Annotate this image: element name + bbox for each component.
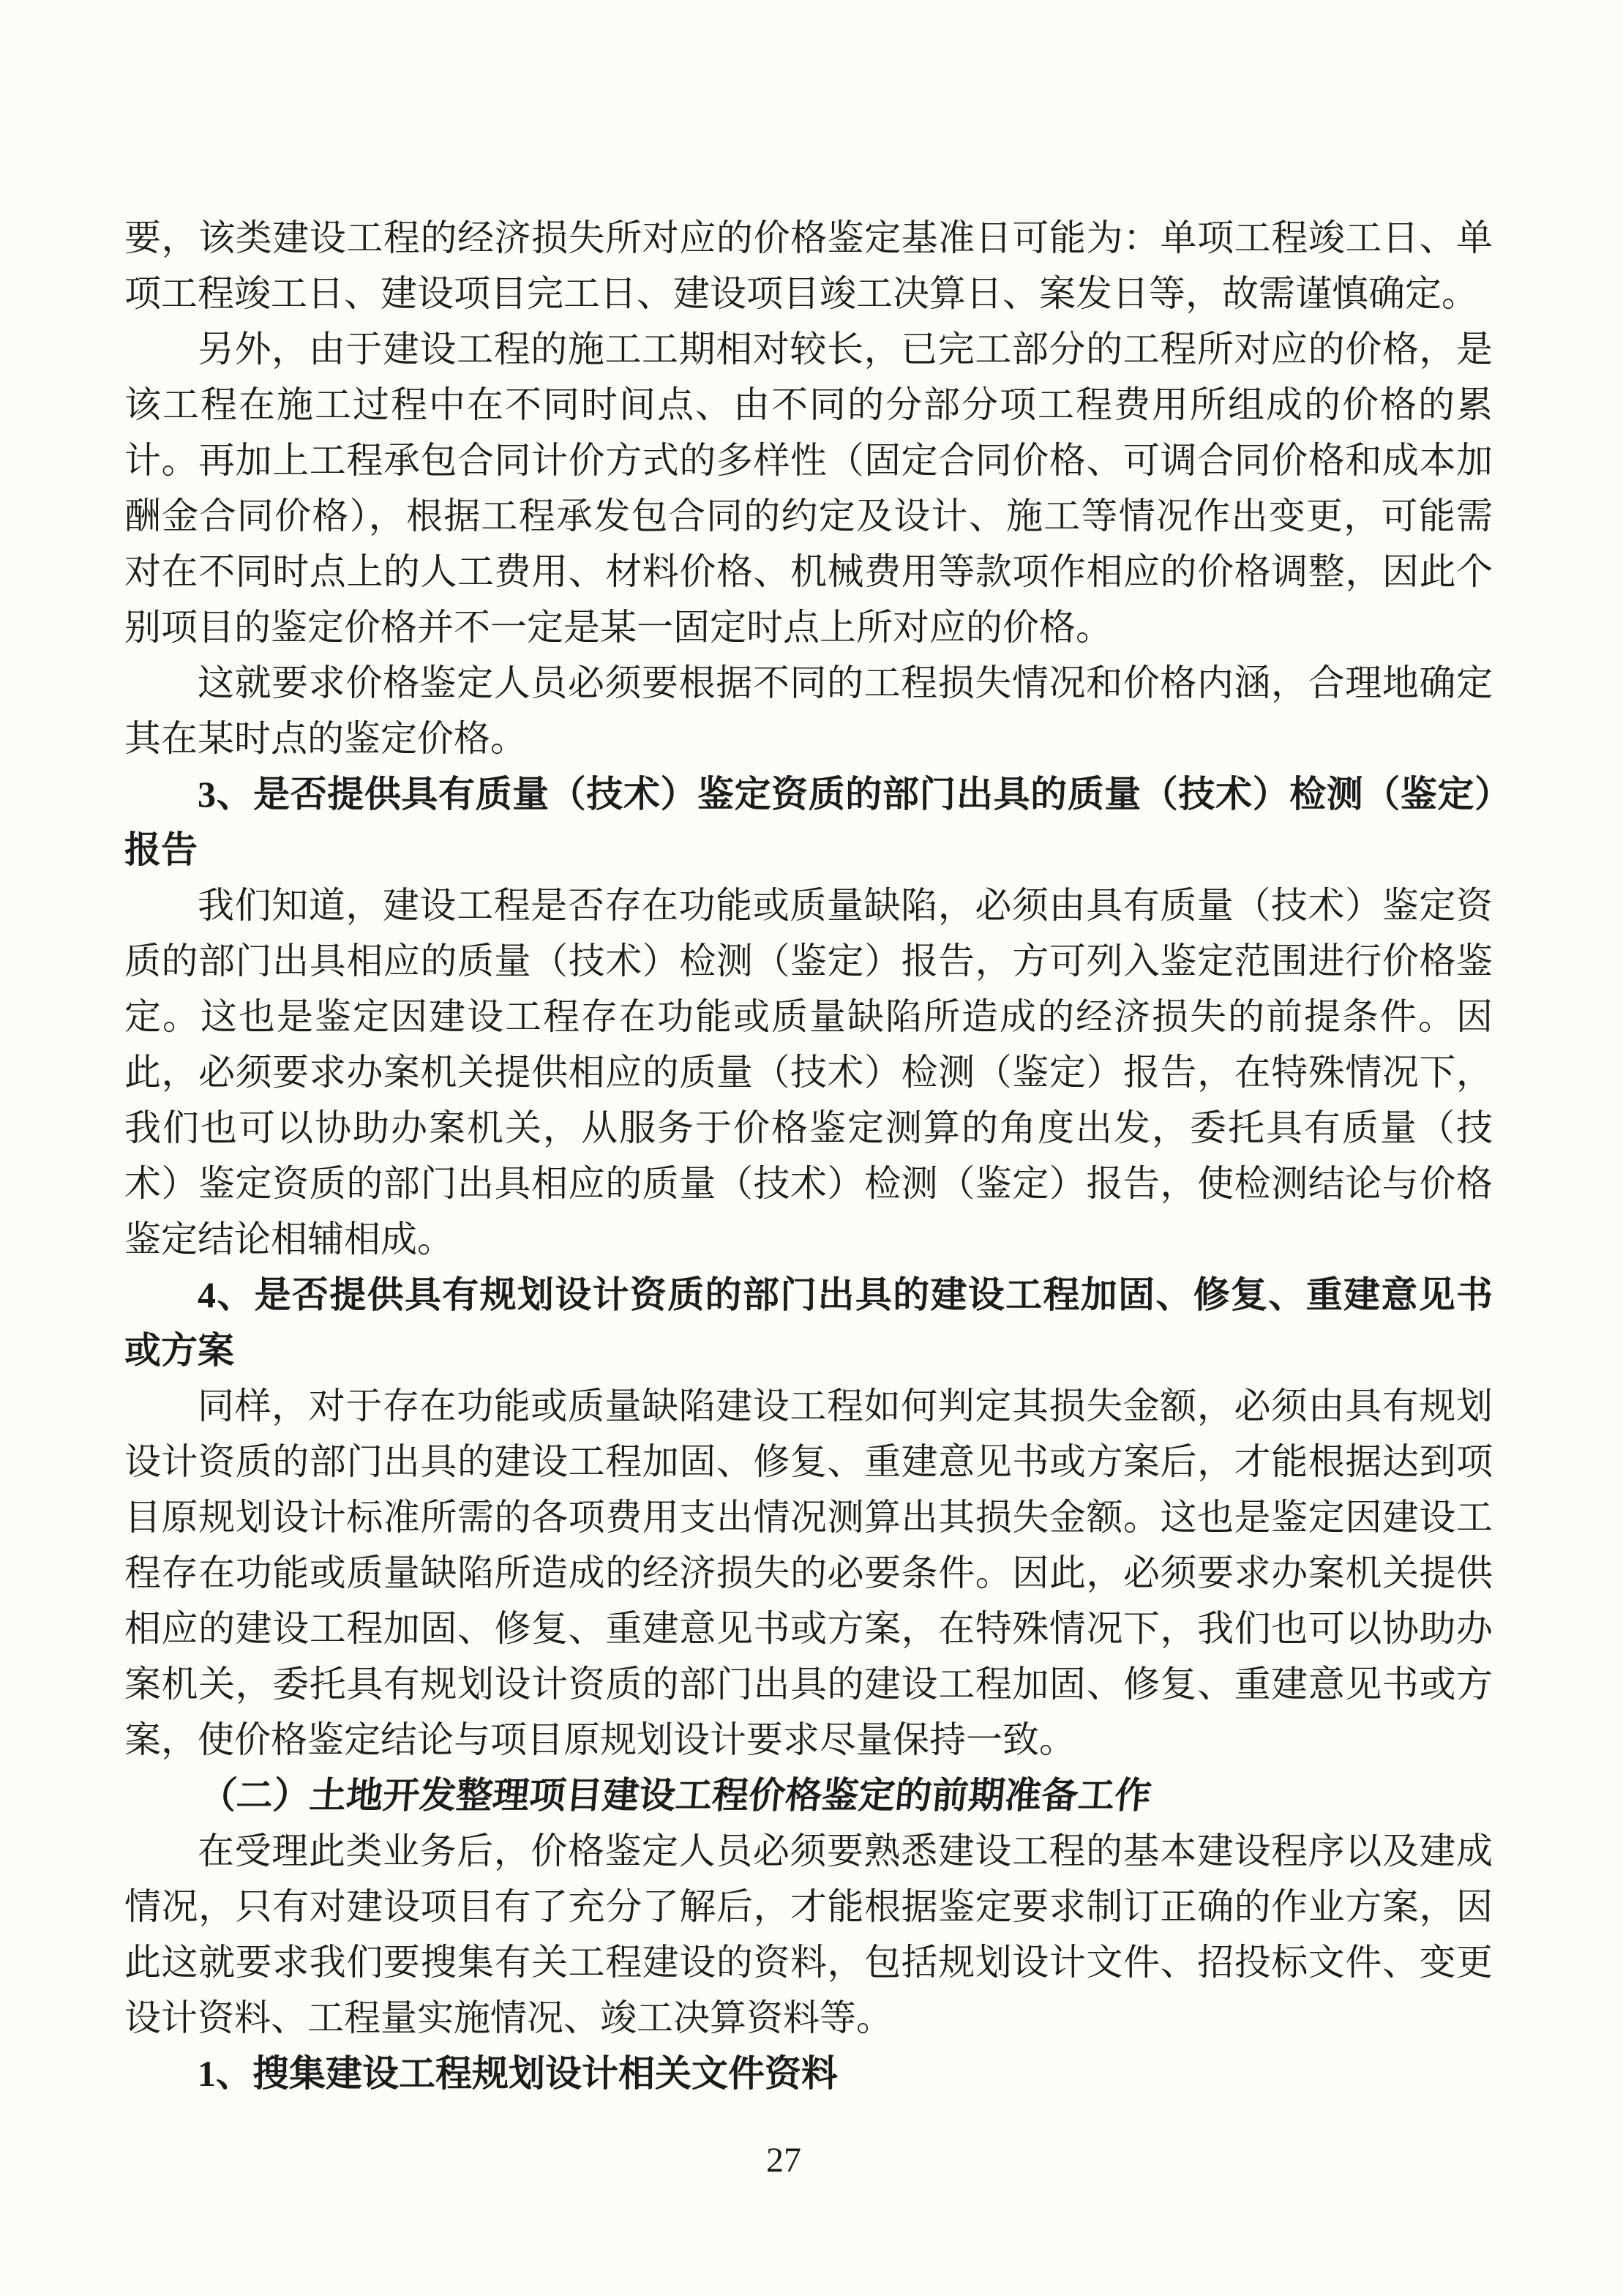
- section-heading-4: 4、是否提供具有规划设计资质的部门出具的建设工程加固、修复、重建意见书或方案: [124, 1274, 1493, 1371]
- paragraph: 在受理此类业务后，价格鉴定人员必须要熟悉建设工程的基本建设程序以及建成情况，只有对建设项目有了充分了解后，才能根据鉴定要求制订正确的作业方案，因此这就要求我们要搜集有关工程建设的资料，包括规划设计文件、招投标文件、变更设计资料、工程量实施情况、竣工决算资料等。: [124, 1831, 1493, 2038]
- paragraph: 另外，由于建设工程的施工工期相对较长，已完工部分的工程所对应的价格，是该工程在施工过程中在不同时间点、由不同的分部分项工程费用所组成的价格的累计。再加上工程承包合同计价方式的多样性（固定合同价格、可调合同价格和成本加酬金合同价格），根据工程承发包合同的约定及设计、施工等情况作出变更，可能需对在不同时点上的人工费用、材料价格、机械费用等款项作相应的价格调整，因此个别项目的鉴定价格并不一定是某一固定时点上所对应的价格。: [124, 329, 1493, 648]
- paragraph-continued-from-previous-page: 要，该类建设工程的经济损失所对应的价格鉴定基准日可能为：单项工程竣工日、单项工程竣工日、建设项目完工日、建设项目竣工决算日、案发日等，故需谨慎确定。: [124, 217, 1493, 314]
- paragraph: 这就要求价格鉴定人员必须要根据不同的工程损失情况和价格内涵，合理地确定其在某时点的鉴定价格。: [124, 662, 1493, 759]
- section-heading-3: 3、是否提供具有质量（技术）鉴定资质的部门出具的质量（技术）检测（鉴定）报告: [124, 774, 1493, 870]
- text-content: [124, 210, 1493, 2101]
- paragraph: 我们知道，建设工程是否存在功能或质量缺陷，必须由具有质量（技术）鉴定资质的部门出具相应的质量（技术）检测（鉴定）报告，方可列入鉴定范围进行价格鉴定。这也是鉴定因建设工程存在功能或质量缺陷所造成的经济损失的前提条件。因此，必须要求办案机关提供相应的质量（技术）检测（鉴定）报告，在特殊情况下，我们也可以协助办案机关，从服务于价格鉴定测算的角度出发，委托具有质量（技术）鉴定资质的部门出具相应的质量（技术）检测（鉴定）报告，使检测结论与价格鉴定结论相辅相成。: [124, 885, 1493, 1260]
- section-heading-1: 1、搜集建设工程规划设计相关文件资料: [198, 2053, 838, 2094]
- page-number: 27: [766, 2141, 801, 2180]
- subsection-heading-2: （二）土地开发整理项目建设工程价格鉴定的前期准备工作: [198, 1775, 1153, 1816]
- paragraph: 同样，对于存在功能或质量缺陷建设工程如何判定其损失金额，必须由具有规划设计资质的部门出具的建设工程加固、修复、重建意见书或方案后，才能根据达到项目原规划设计标准所需的各项费用支出情况测算出其损失金额。这也是鉴定因建设工程存在功能或质量缺陷所造成的经济损失的必要条件。因此，必须要求办案机关提供相应的建设工程加固、修复、重建意见书或方案，在特殊情况下，我们也可以协助办案机关，委托具有规划设计资质的部门出具的建设工程加固、修复、重建意见书或方案，使价格鉴定结论与项目原规划设计要求尽量保持一致。: [124, 1386, 1493, 1760]
